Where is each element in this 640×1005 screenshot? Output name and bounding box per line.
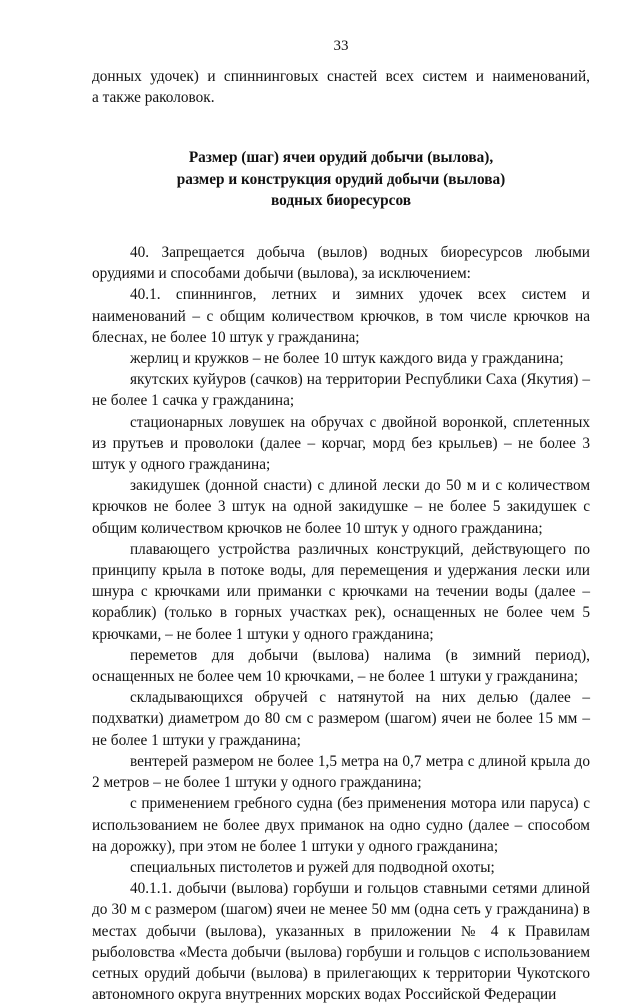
list-item: закидушек (донной снасти) с длиной лески до 50 м и с количеством крючков не более 3 штук на одной закидушке – не более 5 закидушек с общим количеством крючков не более 10 штук у одного гражданина; bbox=[92, 477, 590, 537]
intro-line: а также раколовок. bbox=[92, 89, 215, 107]
paragraph-40-1: 40.1. спиннингов, летних и зимних удочек всех систем и наименований – с общим количеством крючков, в том числе крючков на блеснах, не более 10 штук у гражданина; bbox=[92, 286, 590, 346]
intro-line: донных удочек) и спиннинговых снастей всех систем и наименований, bbox=[92, 68, 590, 85]
section-heading bbox=[92, 147, 590, 211]
list-item: складывающихся обручей с натянутой на них делью (далее – подхватки) диаметром до 80 см с размером (шагом) ячеи не более 15 мм – не более 1 штуки у гражданина; bbox=[92, 689, 590, 749]
list-item: стационарных ловушек на обручах с двойной воронкой, сплетенных из прутьев и проволоки (далее – корчаг, морд без крыльев) – не более 3 штук у одного гражданина; bbox=[92, 413, 590, 474]
paragraph-40-1-1: 40.1.1. добычи (вылова) горбуши и гольцов ставными сетями длиной до 30 м с размером (шагом) ячеи не менее 50 мм (одна сеть у гражданина) в местах добычи (вылова), указанных в приложении № 4 к Правилам рыболовства «Места добычи (вылова) горбуши и гольцов с использованием сетных орудий добычи (вылова) в прилегающих к территории Чукотского автономного округа внутренних морских водах Российской Федерации bbox=[92, 880, 590, 1004]
list-item: якутских куйуров (сачков) на территории Республики Саха (Якутия) – не более 1 сачка у гражданина; bbox=[92, 371, 590, 410]
list-item: вентерей размером не более 1,5 метра на 0,7 метра с длиной крыла до 2 метров – не более 1 штуки у одного гражданина; bbox=[92, 752, 590, 792]
list-item: жерлиц и кружков – не более 10 штук каждого вида у гражданина; bbox=[130, 350, 564, 368]
section-heading-line: Размер (шаг) ячеи орудий добычи (вылова), bbox=[188, 149, 494, 167]
list-item: переметов для добычи (вылова) налима (в зимний период), оснащенных не более чем 10 крючками, – не более 1 штуки у гражданина; bbox=[92, 646, 590, 686]
paragraph-40: 40. Запрещается добыча (вылов) водных биоресурсов любыми орудиями и способами добычи (вылова), за исключением: bbox=[92, 244, 590, 283]
section-heading-line: водных биоресурсов bbox=[271, 191, 411, 209]
page-number: 33 bbox=[333, 38, 349, 54]
document-body bbox=[92, 66, 590, 1005]
list-item: специальных пистолетов и ружей для подводной охоты; bbox=[130, 858, 495, 876]
list-item: с применением гребного судна (без применения мотора или паруса) с использованием не более двух приманок на одно судно (далее – способом на дорожку), при этом не более 1 штуки у одного гражданина; bbox=[92, 795, 590, 855]
list-item: плавающего устройства различных конструкций, действующего по принципу крыла в потоке воды, для перемещения и удержания лески или шнура с крючками или приманки с крючками на течении воды (далее – кораблик) (только в горных участках рек), оснащенных не более чем 5 крючками, – не более 1 штуки у одного гражданина; bbox=[92, 540, 590, 643]
section-heading-line: размер и конструкция орудий добычи (вылова) bbox=[176, 170, 506, 188]
